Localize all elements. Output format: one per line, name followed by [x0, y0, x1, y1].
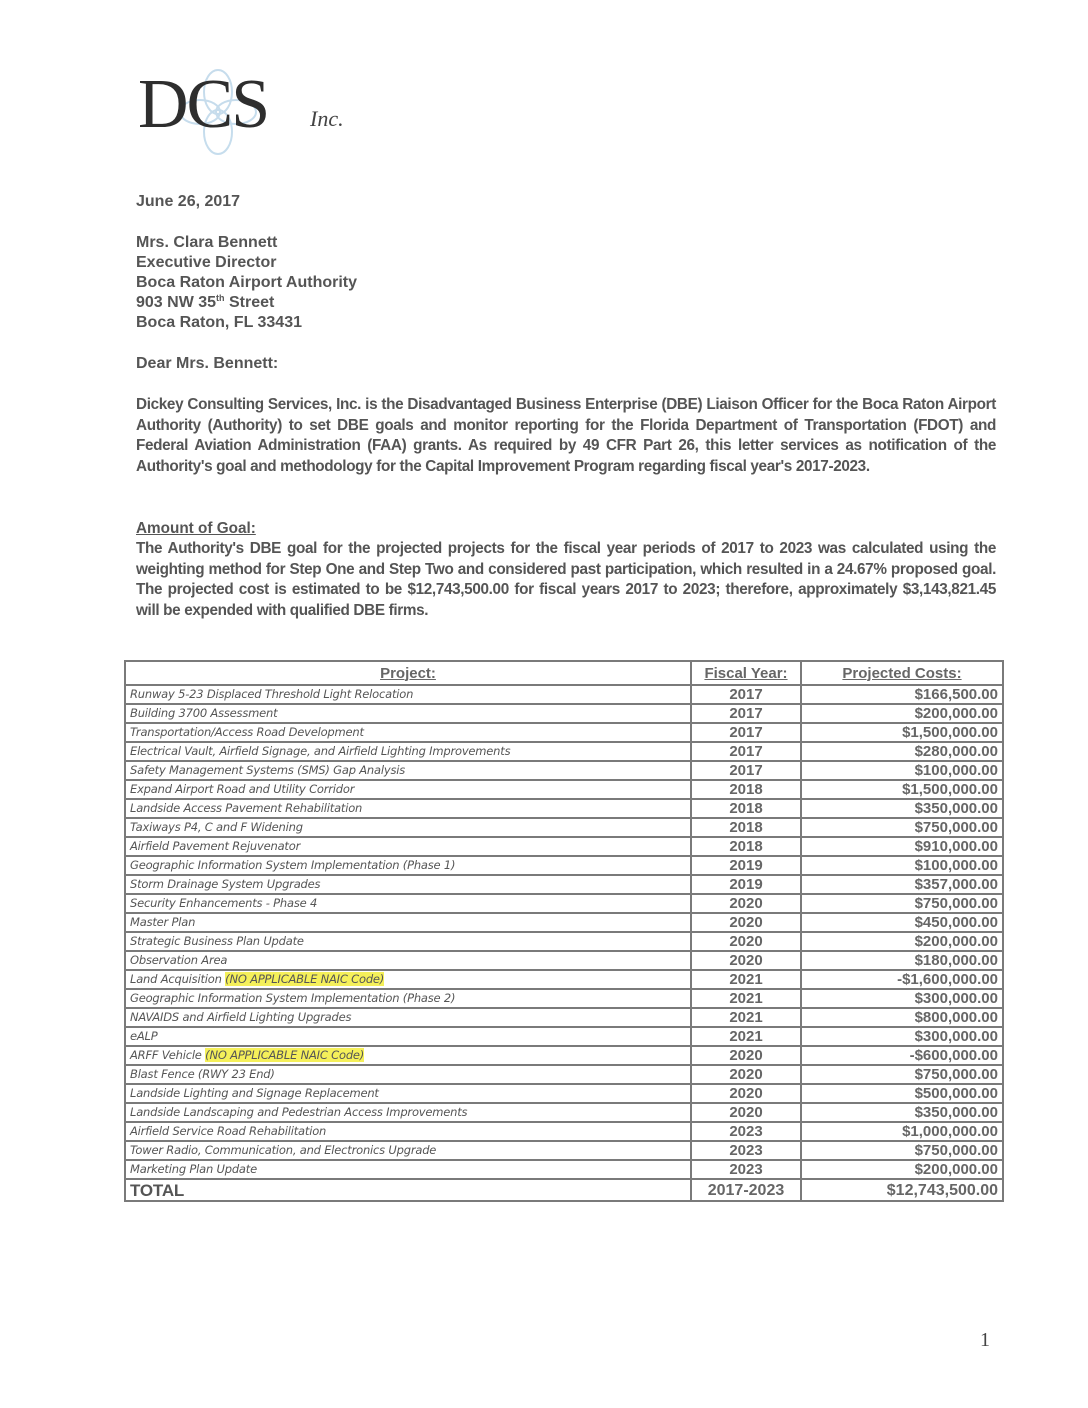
recipient-city: Boca Raton, FL 33431: [136, 314, 302, 331]
logo-suffix: Inc.: [310, 106, 344, 131]
total-cost: $12,743,500.00: [801, 1179, 1003, 1201]
projected-cost: $100,000.00: [801, 856, 1003, 875]
fiscal-year: 2020: [691, 894, 801, 913]
table-row: [125, 780, 1003, 799]
projected-cost: $500,000.00: [801, 1084, 1003, 1103]
table-row: [125, 989, 1003, 1008]
project-name: eALP: [125, 1027, 691, 1046]
total-label: TOTAL: [125, 1179, 691, 1201]
fiscal-year: 2020: [691, 913, 801, 932]
projected-cost: $750,000.00: [801, 1141, 1003, 1160]
projected-cost: $300,000.00: [801, 989, 1003, 1008]
fiscal-year: 2018: [691, 799, 801, 818]
fiscal-year: 2021: [691, 989, 801, 1008]
recipient-organization: Boca Raton Airport Authority: [136, 274, 358, 291]
naic-note: (NO APPLICABLE NAIC Code): [205, 1048, 365, 1062]
table-row: [125, 1141, 1003, 1160]
project-name: NAVAIDS and Airfield Lighting Upgrades: [125, 1008, 691, 1027]
fiscal-year: 2020: [691, 951, 801, 970]
header-project: Project:: [125, 661, 691, 685]
fiscal-year: 2023: [691, 1122, 801, 1141]
project-name: Electrical Vault, Airfield Signage, and Airfield Lighting Improvements: [125, 742, 691, 761]
projected-cost: $357,000.00: [801, 875, 1003, 894]
table-row: [125, 704, 1003, 723]
table-row: [125, 951, 1003, 970]
project-name: Landside Lighting and Signage Replacement: [125, 1084, 691, 1103]
recipient-name: Mrs. Clara Bennett: [136, 234, 278, 251]
fiscal-year: 2019: [691, 875, 801, 894]
projected-cost: $166,500.00: [801, 685, 1003, 704]
total-row: [125, 1179, 1003, 1201]
projected-cost: $300,000.00: [801, 1027, 1003, 1046]
project-name: Marketing Plan Update: [125, 1160, 691, 1179]
fiscal-year: 2020: [691, 1046, 801, 1065]
table-row: [125, 1008, 1003, 1027]
projected-cost: $1,000,000.00: [801, 1122, 1003, 1141]
table-row: [125, 1027, 1003, 1046]
table-row: [125, 799, 1003, 818]
projected-cost: $200,000.00: [801, 704, 1003, 723]
table-row: [125, 875, 1003, 894]
table-row: [125, 932, 1003, 951]
project-name: ARFF Vehicle (NO APPLICABLE NAIC Code): [125, 1046, 691, 1065]
table-row: [125, 1065, 1003, 1084]
table-row: [125, 685, 1003, 704]
table-row: [125, 970, 1003, 989]
fiscal-year: 2017: [691, 723, 801, 742]
header-projected-costs: Projected Costs:: [801, 661, 1003, 685]
fiscal-year: 2023: [691, 1141, 801, 1160]
table-row: [125, 723, 1003, 742]
projected-cost: $280,000.00: [801, 742, 1003, 761]
projected-cost: $200,000.00: [801, 1160, 1003, 1179]
fiscal-year: 2020: [691, 1065, 801, 1084]
project-name: Landside Landscaping and Pedestrian Access Improvements: [125, 1103, 691, 1122]
fiscal-year: 2020: [691, 1084, 801, 1103]
project-name: Blast Fence (RWY 23 End): [125, 1065, 691, 1084]
projected-cost: $910,000.00: [801, 837, 1003, 856]
projected-cost: $750,000.00: [801, 1065, 1003, 1084]
page-number: 1: [980, 1329, 990, 1351]
projected-cost: $1,500,000.00: [801, 723, 1003, 742]
logo-text: DCS: [138, 66, 269, 143]
table-row: [125, 837, 1003, 856]
projected-cost: $350,000.00: [801, 1103, 1003, 1122]
fiscal-year: 2018: [691, 818, 801, 837]
company-logo: [138, 62, 398, 162]
project-name: Taxiways P4, C and F Widening: [125, 818, 691, 837]
project-name: Safety Management Systems (SMS) Gap Analysis: [125, 761, 691, 780]
fiscal-year: 2021: [691, 970, 801, 989]
table-row: [125, 894, 1003, 913]
fiscal-year: 2018: [691, 837, 801, 856]
project-name: Observation Area: [125, 951, 691, 970]
salutation: Dear Mrs. Bennett:: [136, 355, 279, 372]
table-row: [125, 913, 1003, 932]
project-name: Building 3700 Assessment: [125, 704, 691, 723]
fiscal-year: 2021: [691, 1008, 801, 1027]
fiscal-year: 2019: [691, 856, 801, 875]
projected-cost: $750,000.00: [801, 894, 1003, 913]
fiscal-year: 2017: [691, 761, 801, 780]
project-name: Runway 5-23 Displaced Threshold Light Relocation: [125, 685, 691, 704]
projected-cost: -$1,600,000.00: [801, 970, 1003, 989]
project-name: Airfield Pavement Rejuvenator: [125, 837, 691, 856]
table-header-row: [125, 661, 1003, 685]
recipient-address: [136, 233, 357, 333]
fiscal-year: 2023: [691, 1160, 801, 1179]
intro-paragraph: Dickey Consulting Services, Inc. is the Disadvantaged Business Enterprise (DBE) Liaison Officer for the Boca Raton Airport Authority (Authority) to set DBE goals and monitor reporting for the Florida Department of Transportation (FDOT) and Federal Aviation Administration (FAA) grants. As required by 49 CFR Part 26, this letter services as notification of the Authority's goal and methodology for the Capital Improvement Program regarding fiscal year's 2017-2023.: [136, 396, 996, 475]
projected-cost: $350,000.00: [801, 799, 1003, 818]
projected-cost: $450,000.00: [801, 913, 1003, 932]
project-name: Storm Drainage System Upgrades: [125, 875, 691, 894]
table-row: [125, 1160, 1003, 1179]
projected-cost: $200,000.00: [801, 932, 1003, 951]
project-name: Security Enhancements - Phase 4: [125, 894, 691, 913]
project-name: Tower Radio, Communication, and Electronics Upgrade: [125, 1141, 691, 1160]
project-name: Master Plan: [125, 913, 691, 932]
fiscal-year: 2017: [691, 742, 801, 761]
table-row: [125, 1084, 1003, 1103]
projected-cost: $100,000.00: [801, 761, 1003, 780]
table-row: [125, 856, 1003, 875]
projected-cost: $1,500,000.00: [801, 780, 1003, 799]
table-row: [125, 1122, 1003, 1141]
table-row: [125, 1103, 1003, 1122]
projected-cost: $180,000.00: [801, 951, 1003, 970]
projected-cost: $750,000.00: [801, 818, 1003, 837]
project-name: Airfield Service Road Rehabilitation: [125, 1122, 691, 1141]
table-row: [125, 818, 1003, 837]
letter-date: June 26, 2017: [136, 193, 241, 210]
header-fiscal-year: Fiscal Year:: [691, 661, 801, 685]
table-row: [125, 1046, 1003, 1065]
project-name: Landside Access Pavement Rehabilitation: [125, 799, 691, 818]
table-row: [125, 761, 1003, 780]
naic-note: (NO APPLICABLE NAIC Code): [225, 972, 385, 986]
recipient-street: 903 NW 35th Street: [136, 293, 275, 311]
project-name: Geographic Information System Implementation (Phase 2): [125, 989, 691, 1008]
fiscal-year: 2018: [691, 780, 801, 799]
goal-heading: Amount of Goal:: [136, 520, 256, 537]
goal-paragraph: The Authority's DBE goal for the projected projects for the fiscal year periods of 2017 to 2023 was calculated using the weighting method for Step One and Step Two and considered past participation, which resulted in a 24.67% proposed goal. The projected cost is estimated to be $12,743,500.00 for fiscal years 2017 to 2023; therefore, approximately $3,143,821.45 will be expended with qualified DBE firms.: [136, 540, 996, 619]
table-row: [125, 742, 1003, 761]
projected-cost: -$600,000.00: [801, 1046, 1003, 1065]
projects-table: [124, 660, 1004, 1202]
projected-cost: $800,000.00: [801, 1008, 1003, 1027]
project-name: Land Acquisition (NO APPLICABLE NAIC Code): [125, 970, 691, 989]
fiscal-year: 2021: [691, 1027, 801, 1046]
total-years: 2017-2023: [691, 1179, 801, 1201]
fiscal-year: 2017: [691, 685, 801, 704]
project-name: Transportation/Access Road Development: [125, 723, 691, 742]
fiscal-year: 2020: [691, 932, 801, 951]
recipient-title: Executive Director: [136, 254, 277, 271]
project-name: Geographic Information System Implementation (Phase 1): [125, 856, 691, 875]
fiscal-year: 2017: [691, 704, 801, 723]
fiscal-year: 2020: [691, 1103, 801, 1122]
project-name: Strategic Business Plan Update: [125, 932, 691, 951]
project-name: Expand Airport Road and Utility Corridor: [125, 780, 691, 799]
